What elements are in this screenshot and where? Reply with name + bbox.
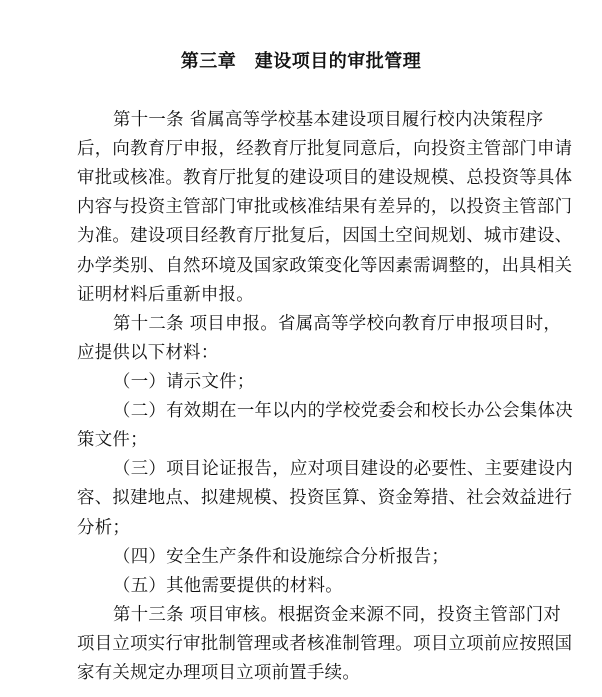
paragraph-line: 证明材料后重新申报。 — [77, 284, 254, 305]
paragraph-line: 为准。建设项目经教育厅批复后，因国土空间规划、城市建设、 — [77, 226, 573, 247]
paragraph-line: 审批或核准。教育厅批复的建设项目的建设规模、总投资等具体 — [77, 168, 573, 189]
paragraph-line: 应提供以下材料： — [77, 342, 219, 363]
list-item: （一）请示文件； — [113, 371, 255, 392]
paragraph-line: 第十三条 项目审核。根据资金来源不同，投资主管部门对 — [113, 604, 562, 625]
list-item: 容、拟建地点、拟建规模、投资匡算、资金筹措、社会效益进行 — [77, 488, 573, 509]
list-item: （五）其他需要提供的材料。 — [113, 575, 343, 596]
list-item: （二）有效期在一年以内的学校党委会和校长办公会集体决 — [113, 401, 573, 422]
paragraph-line: 后，向教育厅申报，经教育厅批复同意后，向投资主管部门申请 — [77, 139, 573, 160]
paragraph-line: 第十二条 项目申报。省属高等学校向教育厅申报项目时， — [113, 313, 562, 334]
list-item: 分析； — [77, 517, 131, 538]
paragraph-line: 内容与投资主管部门审批或核准结果有差异的，以投资主管部门 — [77, 197, 573, 218]
paragraph-line: 家有关规定办理项目立项前置手续。 — [77, 663, 361, 683]
paragraph-line: 第十一条 省属高等学校基本建设项目履行校内决策程序 — [113, 110, 544, 130]
list-item: （四）安全生产条件和设施综合分析报告； — [113, 546, 450, 567]
paragraph-line: 办学类别、自然环境及国家政策变化等因素需调整的，出具相关 — [77, 255, 573, 276]
list-item: （三）项目论证报告，应对项目建设的必要性、主要建设内 — [113, 459, 573, 480]
chapter-title: 第三章 建设项目的审批管理 — [180, 51, 422, 72]
paragraph-line: 项目立项实行审批制管理或者核准制管理。项目立项前应按照国 — [77, 633, 573, 654]
list-item: 策文件； — [77, 430, 148, 451]
